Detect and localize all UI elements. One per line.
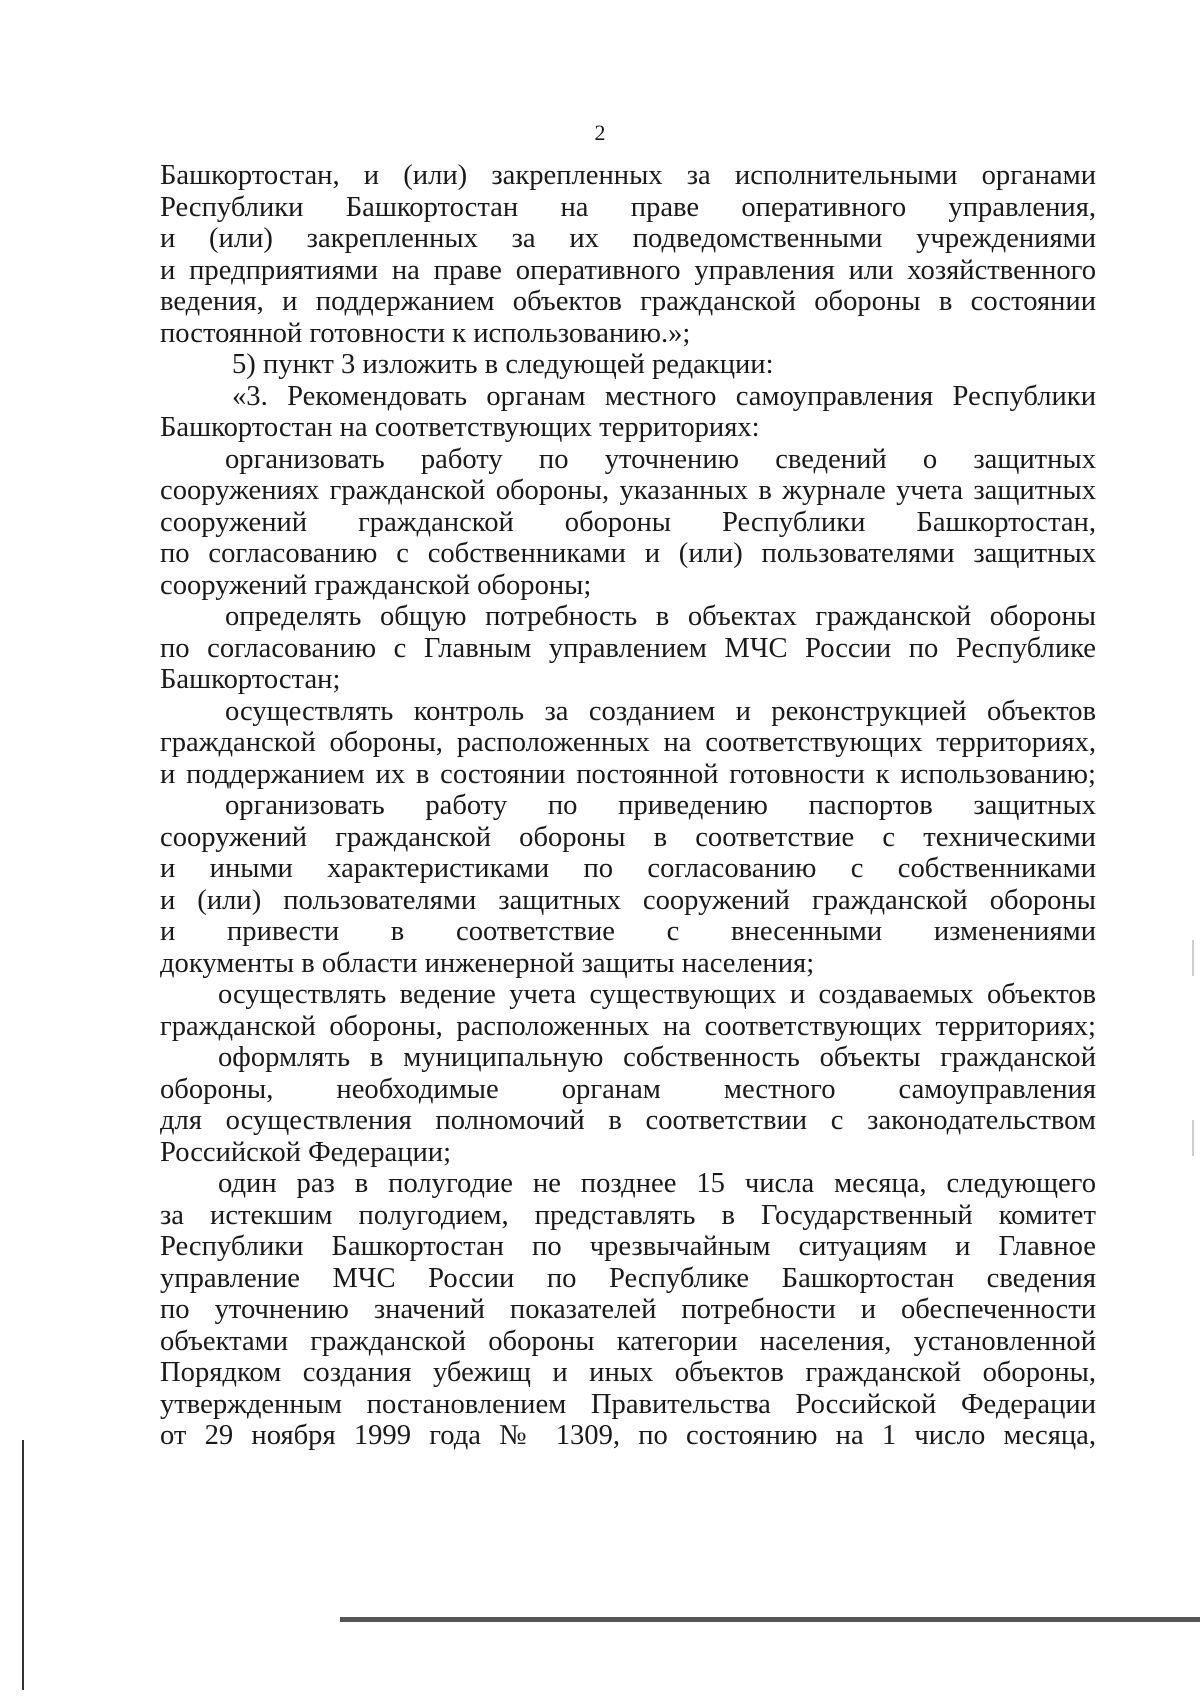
text-line: ведения, и поддержанием объектов гражданской обороны в состоянии	[160, 286, 1096, 317]
text-line: и поддержанием их в состоянии постоянной готовности к использованию;	[160, 758, 1096, 790]
text-line: объектами гражданской обороны категории населения, установленной	[160, 1325, 1096, 1357]
text-line: Российской Федерации;	[160, 1136, 452, 1168]
text-line: по согласованию с Главным управлением МЧС России по Республике	[160, 632, 1096, 664]
scan-bottom-bar	[340, 1617, 1200, 1622]
scan-left-edge-mark	[22, 1440, 24, 1690]
text-line: «3. Рекомендовать органам местного самоуправления Республики	[232, 380, 1096, 412]
text-line: и привести в соответствие с внесенными изменениями	[160, 916, 1096, 947]
text-line: осуществлять ведение учета существующих и создаваемых объектов	[218, 979, 1096, 1010]
text-line: сооружений гражданской обороны в соответствие с техническими	[160, 821, 1096, 853]
text-line: по согласованию с собственниками и (или) пользователями защитных	[160, 538, 1096, 569]
text-line: и (или) закрепленных за их подведомственными учреждениями	[160, 223, 1096, 254]
page-number: 2	[594, 120, 606, 145]
text-line: гражданской обороны, расположенных на соответствующих территориях,	[160, 727, 1096, 758]
text-line: один раз в полугодие не позднее 15 числа месяца, следующего	[218, 1168, 1096, 1199]
scan-edge-speck	[1192, 940, 1194, 976]
text-line: осуществлять контроль за созданием и реконструкцией объектов	[225, 695, 1096, 727]
text-line: за истекшим полугодием, представлять в Государственный комитет	[160, 1199, 1096, 1231]
text-line: 5) пункт 3 изложить в следующей редакции:	[232, 349, 774, 380]
text-line: Порядком создания убежищ и иных объектов гражданской обороны,	[160, 1357, 1096, 1388]
text-line: документы в области инженерной защиты населения;	[160, 947, 815, 979]
text-line: обороны, необходимые органам местного самоуправления	[160, 1073, 1096, 1105]
text-line: гражданской обороны, расположенных на соответствующих территориях;	[160, 1010, 1096, 1042]
text-line: и иными характеристиками по согласованию с собственниками	[160, 853, 1096, 884]
text-line: оформлять в муниципальную собственность объекты гражданской	[218, 1042, 1096, 1073]
text-line: и (или) пользователями защитных сооружений гражданской обороны	[160, 884, 1096, 916]
text-line: сооружений гражданской обороны;	[160, 569, 592, 601]
text-line: постоянной готовности к использованию.»;	[160, 317, 691, 349]
text-line: Республики Башкортостан по чрезвычайным ситуациям и Главное	[160, 1231, 1096, 1262]
text-line: и предприятиями на праве оперативного управления или хозяйственного	[160, 254, 1096, 286]
document-body	[160, 160, 1096, 1452]
text-line: Башкортостан;	[160, 664, 341, 695]
text-line: утвержденным постановлением Правительства Российской Федерации	[160, 1388, 1096, 1420]
text-line: Башкортостан, и (или) закрепленных за исполнительными органами	[160, 160, 1096, 191]
text-line: сооружений гражданской обороны Республики Башкортостан,	[160, 506, 1096, 538]
scan-edge-speck	[1192, 1120, 1194, 1156]
text-line: для осуществления полномочий в соответствии с законодательством	[160, 1105, 1096, 1136]
text-line: по уточнению значений показателей потребности и обеспеченности	[160, 1294, 1096, 1325]
text-line: организовать работу по приведению паспортов защитных	[225, 790, 1096, 821]
text-line: управление МЧС России по Республике Башкортостан сведения	[160, 1262, 1096, 1294]
text-line: от 29 ноября 1999 года № 1309, по состоянию на 1 число месяца,	[160, 1420, 1096, 1451]
text-line: Республики Башкортостан на праве оперативного управления,	[160, 191, 1096, 223]
text-line: сооружениях гражданской обороны, указанных в журнале учета защитных	[160, 475, 1096, 506]
text-line: организовать работу по уточнению сведений о защитных	[225, 443, 1096, 475]
text-line: Башкортостан на соответствующих территориях:	[160, 412, 760, 443]
text-line: определять общую потребность в объектах гражданской обороны	[225, 601, 1096, 632]
